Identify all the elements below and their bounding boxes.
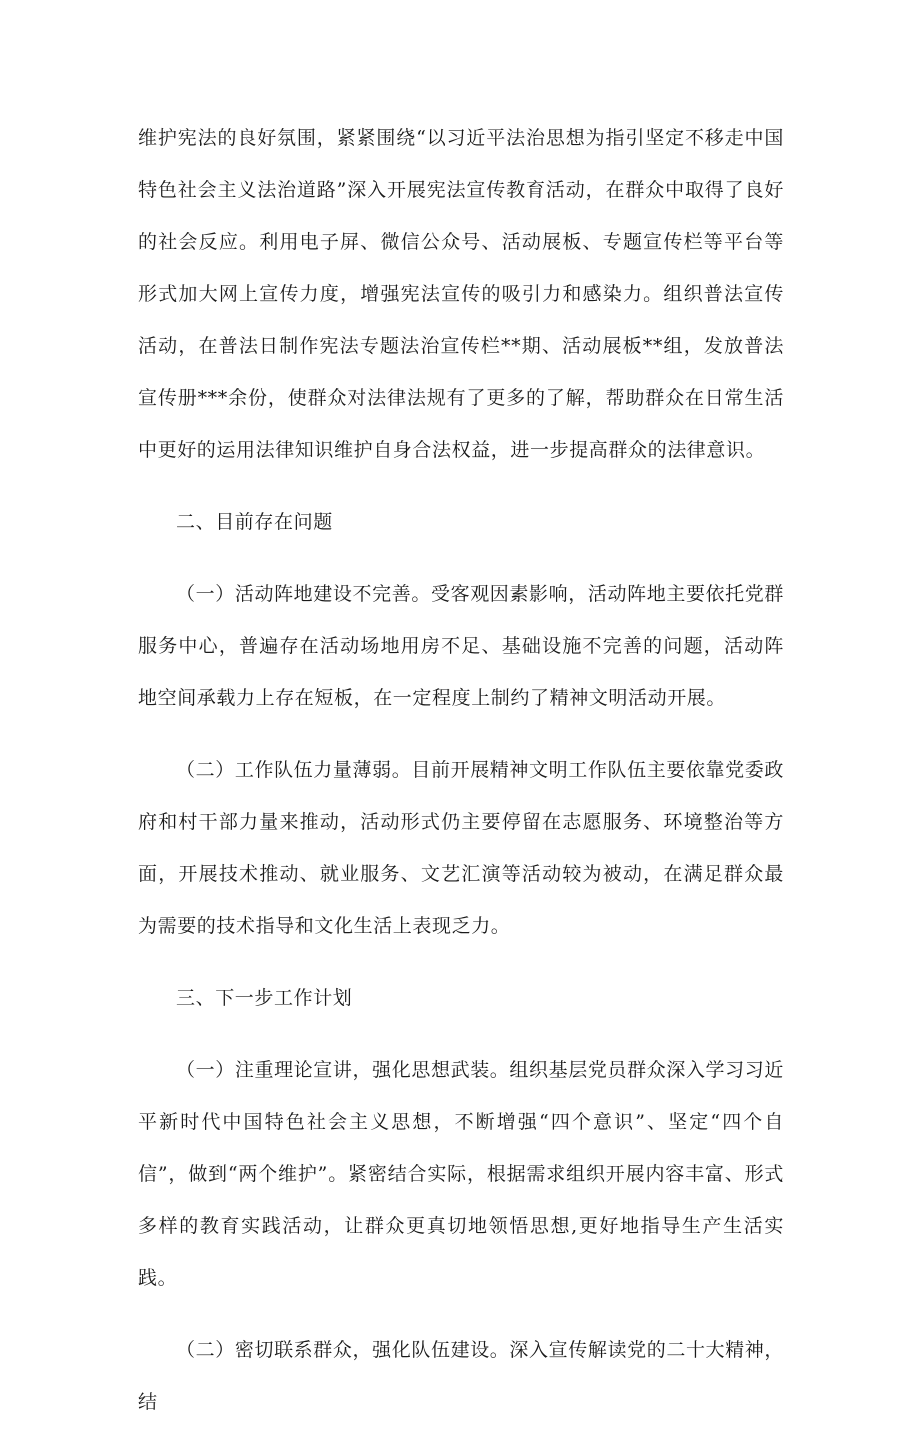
paragraph-plan-theory: （一）注重理论宣讲，强化思想武装。组织基层党员群众深入学习习近平新时代中国特色社会主义思想，不断增强“四个意识”、坚定“四个自信”，做到“两个维护”。紧密结合实际，根据需求组织开展内容丰富、形式多样的教育实践活动，让群众更真切地领悟思想,更好地指导生产生活实践。 xyxy=(138,1059,784,1289)
paragraph-constitution-publicity: 维护宪法的良好氛围，紧紧围绕“以习近平法治思想为指引坚定不移走中国特色社会主义法治道路”深入开展宪法宣传教育活动，在群众中取得了良好的社会反应。利用电子屏、微信公众号、活动展板、专题宣传栏等平台等形式加大网上宣传力度，增强宪法宣传的吸引力和感染力。组织普法宣传活动，在普法日制作宪法专题法治宣传栏**期、活动展板**组，发放普法宣传册***余份，使群众对法律法规有了更多的了解，帮助群众在日常生活中更好的运用法律知识维护自身合法权益，进一步提高群众的法律意识。 xyxy=(138,127,784,461)
section-heading-current-problems: 二、目前存在问题 xyxy=(176,511,333,533)
paragraph-plan-team: （二）密切联系群众，强化队伍建设。深入宣传解读党的二十大精神，结 xyxy=(138,1339,784,1413)
paragraph-problem-team: （二）工作队伍力量薄弱。目前开展精神文明工作队伍主要依靠党委政府和村干部力量来推动，活动形式仍主要停留在志愿服务、环境整治等方面，开展技术推动、就业服务、文艺汇演等活动较为被动，在满足群众最为需要的技术指导和文化生活上表现乏力。 xyxy=(138,759,784,937)
section-heading-next-plan: 三、下一步工作计划 xyxy=(176,987,353,1009)
document-page xyxy=(138,112,784,1448)
paragraph-problem-venue: （一）活动阵地建设不完善。受客观因素影响，活动阵地主要依托党群服务中心，普遍存在活动场地用房不足、基础设施不完善的问题，活动阵地空间承载力上存在短板，在一定程度上制约了精神文明活动开展。 xyxy=(138,583,784,709)
